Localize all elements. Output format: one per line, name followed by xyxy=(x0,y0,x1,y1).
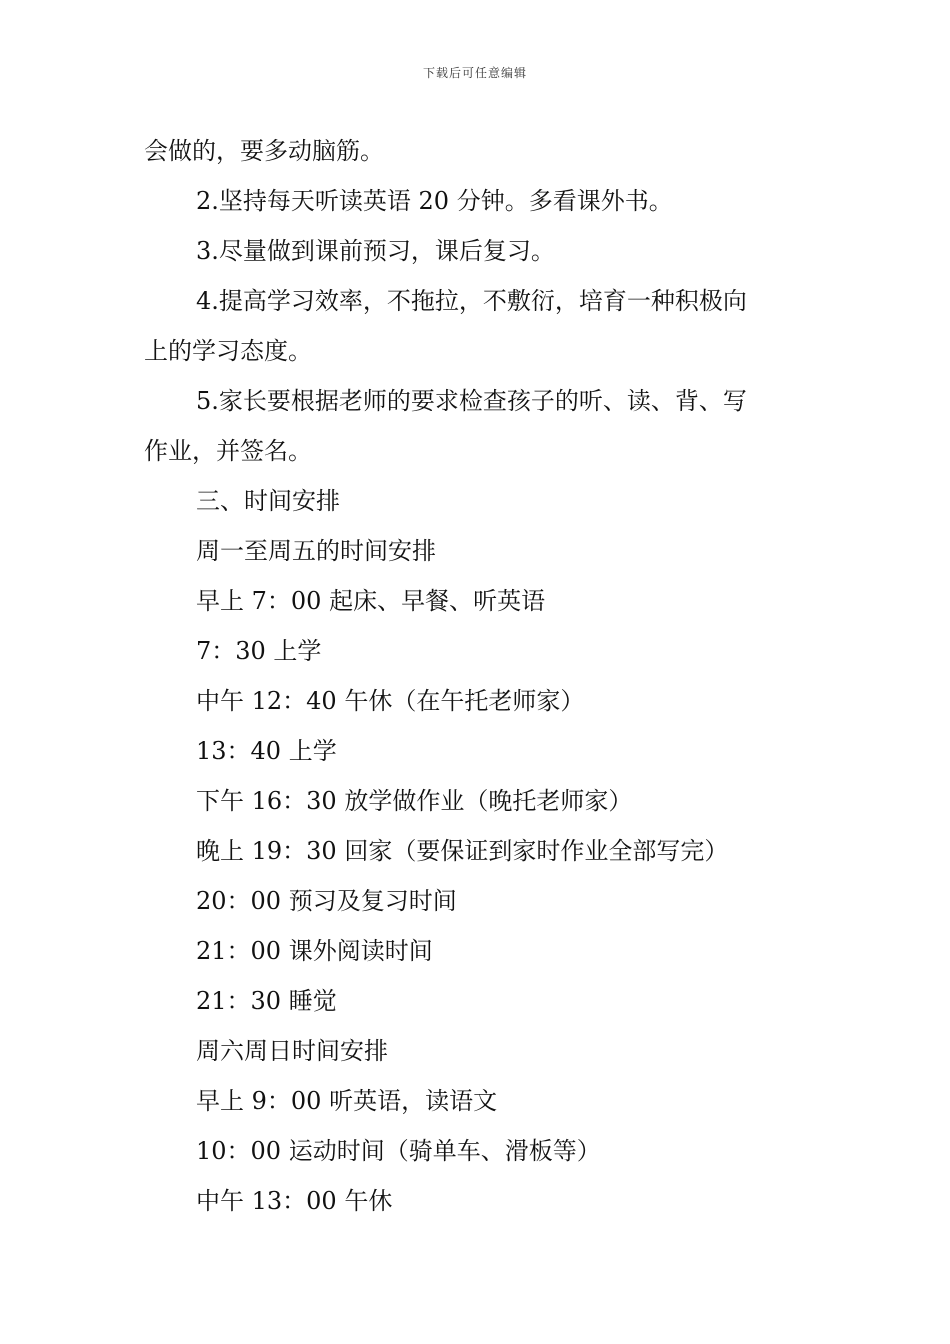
weekend-entry: 中午 13：00 午休 xyxy=(196,1187,393,1215)
list-item-4-line-2: 上的学习态度。 xyxy=(144,337,312,365)
list-item-2: 2.坚持每天听读英语 20 分钟。多看课外书。 xyxy=(196,187,673,215)
weekend-entry: 早上 9：00 听英语，读语文 xyxy=(196,1087,498,1115)
weekday-entry: 20：00 预习及复习时间 xyxy=(196,887,457,915)
list-item-4-line-1: 4.提高学习效率，不拖拉，不敷衍，培育一种积极向 xyxy=(196,287,747,315)
weekday-entry: 7：30 上学 xyxy=(196,637,322,665)
weekday-entry: 下午 16：30 放学做作业（晚托老师家） xyxy=(196,787,633,815)
weekday-entry: 21：00 课外阅读时间 xyxy=(196,937,433,965)
section-title-schedule: 三、时间安排 xyxy=(196,487,340,515)
weekday-entry: 13：40 上学 xyxy=(196,737,337,765)
page-header: 下载后可任意编辑 xyxy=(422,66,527,80)
weekend-schedule-title: 周六周日时间安排 xyxy=(196,1037,388,1065)
list-item-5-line-1: 5.家长要根据老师的要求检查孩子的听、读、背、写 xyxy=(196,387,747,415)
weekend-entry: 10：00 运动时间（骑单车、滑板等） xyxy=(196,1137,601,1165)
list-item-5-line-2: 作业，并签名。 xyxy=(144,437,312,465)
weekday-entry: 21：30 睡觉 xyxy=(196,987,337,1015)
list-item-3: 3.尽量做到课前预习，课后复习。 xyxy=(196,237,555,265)
document-body xyxy=(144,126,810,1226)
weekday-entry: 晚上 19：30 回家（要保证到家时作业全部写完） xyxy=(196,837,729,865)
weekday-schedule-title: 周一至周五的时间安排 xyxy=(196,537,436,565)
paragraph-continuation: 会做的，要多动脑筋。 xyxy=(144,137,384,165)
weekday-entry: 中午 12：40 午休（在午托老师家） xyxy=(196,687,585,715)
weekday-entry: 早上 7：00 起床、早餐、听英语 xyxy=(196,587,546,615)
